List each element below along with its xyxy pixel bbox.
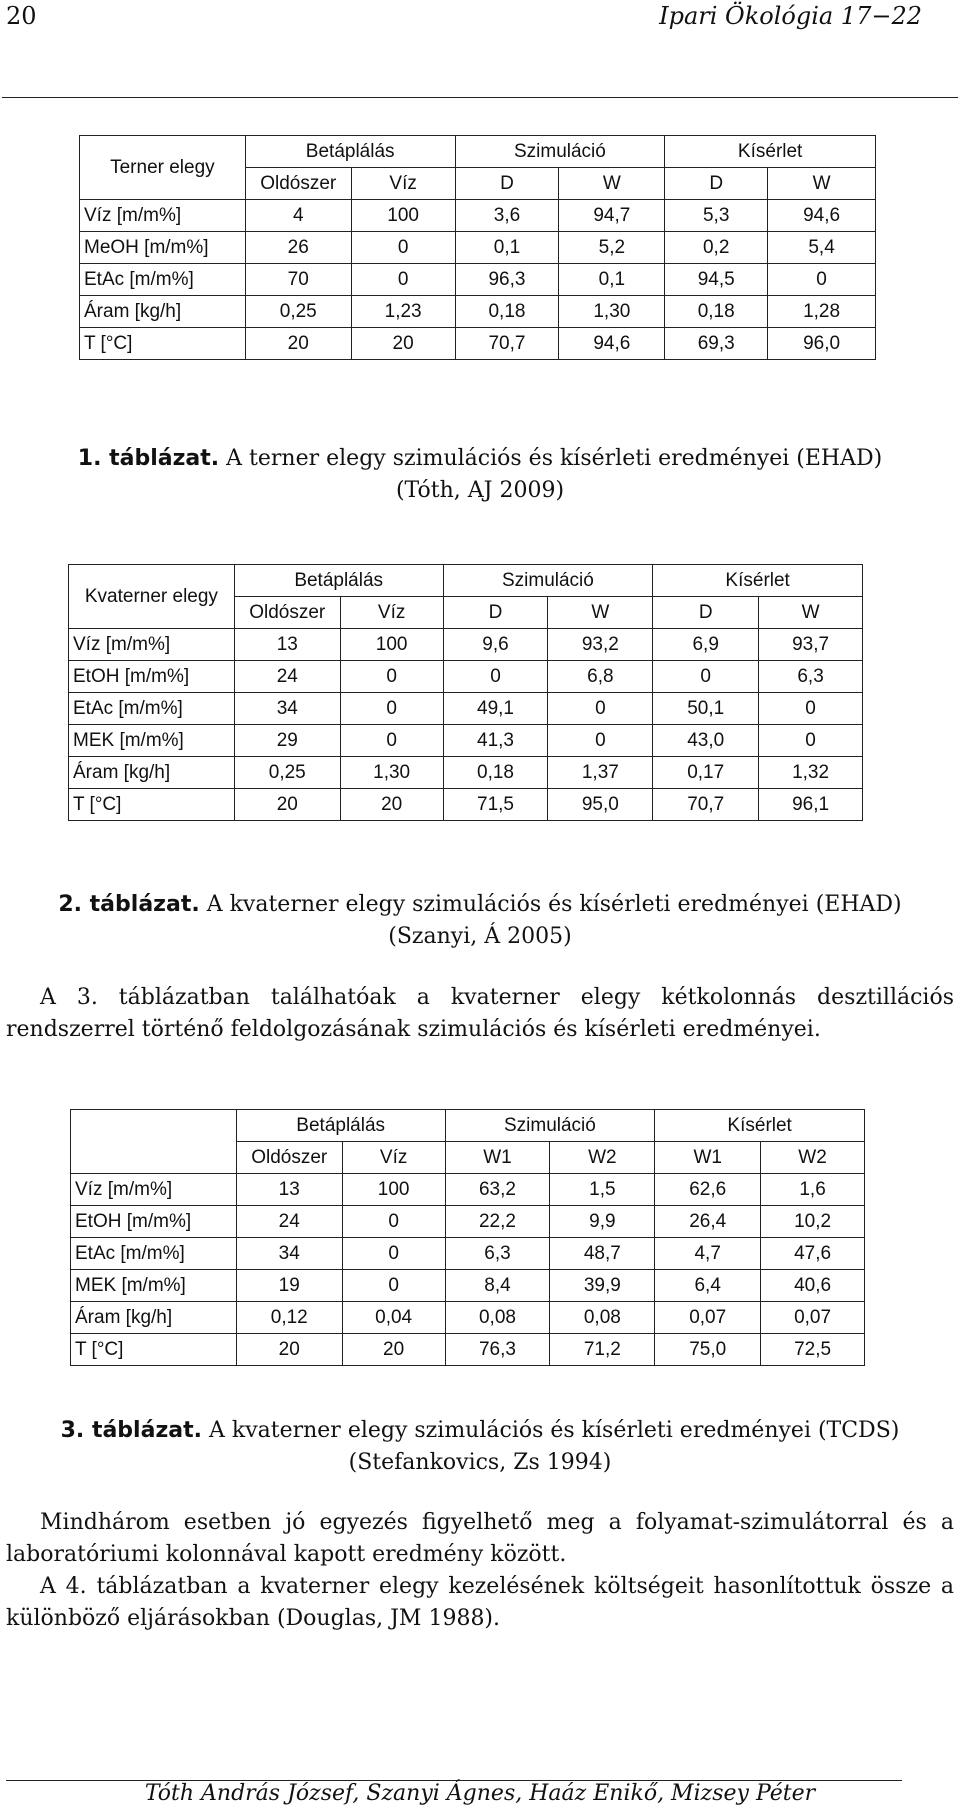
caption-line — [0, 443, 960, 475]
table-cell: 50,1 — [653, 693, 759, 725]
table-cell: 39,9 — [550, 1270, 655, 1302]
table-cell: 71,5 — [443, 789, 548, 821]
table-cell: 1,23 — [351, 296, 455, 328]
table-cell: 0,08 — [550, 1302, 655, 1334]
table-cell: 70 — [245, 264, 351, 296]
table-cell: 94,6 — [559, 328, 665, 360]
table-cell: 6,3 — [445, 1238, 550, 1270]
table-cell: 71,2 — [550, 1334, 655, 1366]
subheader: D — [443, 597, 548, 629]
table-cell: 10,2 — [761, 1206, 865, 1238]
table-cell: 20 — [342, 1334, 445, 1366]
table-cell: 0 — [342, 1270, 445, 1302]
subheader: Víz — [351, 168, 455, 200]
table-cell: 1,30 — [340, 757, 443, 789]
subheader: Víz — [340, 597, 443, 629]
journal-title: Ipari Ökológia 17−22 — [659, 2, 922, 30]
row-label: EtAc [m/m%] — [69, 693, 235, 725]
row-label: T [°C] — [80, 328, 246, 360]
caption-text: A kvaterner elegy szimulációs és kísérleti eredményei (TCDS) — [208, 1418, 900, 1443]
table-cell: 1,28 — [768, 296, 876, 328]
table-corner-label: Terner elegy — [80, 136, 246, 200]
paragraph-text: Mindhárom esetben jó egyezés figyelhető meg a folyamat-szimulátorral és a laboratóriumi kolonnával kapott eredmény között. — [6, 1510, 954, 1567]
table-cell: 62,6 — [655, 1174, 761, 1206]
row-label: Áram [kg/h] — [80, 296, 246, 328]
subheader: Oldószer — [245, 168, 351, 200]
table-cell: 3,6 — [455, 200, 559, 232]
row-label: EtOH [m/m%] — [71, 1206, 237, 1238]
group-header-experiment: Kísérlet — [665, 136, 876, 168]
table-cell: 0 — [340, 725, 443, 757]
table-cell: 0,07 — [761, 1302, 865, 1334]
table-row — [71, 1206, 865, 1238]
table-cell: 0,18 — [665, 296, 768, 328]
table-row — [69, 661, 863, 693]
body-paragraph — [6, 982, 954, 1046]
group-header-feed: Betáplálás — [234, 565, 443, 597]
table-cell: 0,17 — [653, 757, 759, 789]
table-cell: 0 — [548, 725, 653, 757]
table-cell: 96,0 — [768, 328, 876, 360]
table-cell: 95,0 — [548, 789, 653, 821]
body-text — [6, 1507, 954, 1635]
table-cell: 0 — [342, 1238, 445, 1270]
table-cell: 20 — [351, 328, 455, 360]
row-label: Áram [kg/h] — [71, 1302, 237, 1334]
row-label: T [°C] — [71, 1334, 237, 1366]
row-label: EtAc [m/m%] — [71, 1238, 237, 1270]
table-cell: 24 — [234, 661, 340, 693]
subheader: Víz — [342, 1142, 445, 1174]
table-cell: 100 — [351, 200, 455, 232]
table-cell: 49,1 — [443, 693, 548, 725]
table-row — [71, 1238, 865, 1270]
table-2-caption — [0, 889, 960, 953]
table-cell: 0 — [653, 661, 759, 693]
subheader: Oldószer — [236, 1142, 342, 1174]
table-row — [69, 725, 863, 757]
table-cell: 0,18 — [443, 757, 548, 789]
table-cell: 94,7 — [559, 200, 665, 232]
footer-authors: Tóth András József, Szanyi Ágnes, Haáz Enikő, Mizsey Péter — [144, 1781, 816, 1806]
table-cell: 13 — [236, 1174, 342, 1206]
table-cell: 93,2 — [548, 629, 653, 661]
caption-source: (Stefankovics, Zs 1994) — [348, 1450, 612, 1475]
table-cell: 72,5 — [761, 1334, 865, 1366]
table-cell: 0 — [759, 725, 863, 757]
table-cell: 96,1 — [759, 789, 863, 821]
table-cell: 100 — [342, 1174, 445, 1206]
subheader: Oldószer — [234, 597, 340, 629]
table-cell: 8,4 — [445, 1270, 550, 1302]
table-row — [80, 232, 876, 264]
group-header-simulation: Szimuláció — [445, 1110, 655, 1142]
table-cell: 6,8 — [548, 661, 653, 693]
table-cell: 0,08 — [445, 1302, 550, 1334]
table-cell: 96,3 — [455, 264, 559, 296]
table-2 — [68, 564, 863, 821]
subheader: W2 — [761, 1142, 865, 1174]
table-row — [71, 1334, 865, 1366]
paragraph-text: A 3. táblázatban találhatóak a kvaterner elegy kétkolonnás desztillációs rendszerrel történő feldolgozásának szimulációs és kísérleti eredményei. — [6, 985, 954, 1042]
table-cell: 0,1 — [455, 232, 559, 264]
caption-label: 3. táblázat. — [60, 1418, 202, 1443]
row-label: MeOH [m/m%] — [80, 232, 246, 264]
table-cell: 70,7 — [653, 789, 759, 821]
row-label: Víz [m/m%] — [80, 200, 246, 232]
row-label: T [°C] — [69, 789, 235, 821]
subheader: W1 — [445, 1142, 550, 1174]
subheader: D — [665, 168, 768, 200]
table-corner-label — [71, 1110, 237, 1174]
table-cell: 9,6 — [443, 629, 548, 661]
table-cell: 100 — [340, 629, 443, 661]
table-cell: 34 — [236, 1238, 342, 1270]
table-cell: 20 — [245, 328, 351, 360]
table-cell: 13 — [234, 629, 340, 661]
table-cell: 69,3 — [665, 328, 768, 360]
table-cell: 0,18 — [455, 296, 559, 328]
row-label: EtAc [m/m%] — [80, 264, 246, 296]
caption-source: (Szanyi, Á 2005) — [388, 924, 572, 949]
table-row — [71, 1174, 865, 1206]
caption-text: A terner elegy szimulációs és kísérleti eredményei (EHAD) — [226, 446, 883, 471]
table-cell: 0,04 — [342, 1302, 445, 1334]
header-divider — [2, 97, 958, 98]
table-cell: 5,2 — [559, 232, 665, 264]
table-cell: 6,3 — [759, 661, 863, 693]
table-cell: 1,5 — [550, 1174, 655, 1206]
row-label: Víz [m/m%] — [71, 1174, 237, 1206]
table-cell: 70,7 — [455, 328, 559, 360]
table-cell: 0 — [340, 661, 443, 693]
table-cell: 0 — [548, 693, 653, 725]
caption-line — [0, 1415, 960, 1447]
table-cell: 0 — [340, 693, 443, 725]
subheader: W1 — [655, 1142, 761, 1174]
table-row — [80, 200, 876, 232]
table-cell: 63,2 — [445, 1174, 550, 1206]
table-cell: 41,3 — [443, 725, 548, 757]
table-cell: 0 — [443, 661, 548, 693]
table-cell: 93,7 — [759, 629, 863, 661]
caption-label: 2. táblázat. — [58, 892, 200, 917]
table-cell: 26 — [245, 232, 351, 264]
subheader: W — [559, 168, 665, 200]
table-row — [69, 693, 863, 725]
table-cell: 20 — [236, 1334, 342, 1366]
table-cell: 5,3 — [665, 200, 768, 232]
table-cell: 1,6 — [761, 1174, 865, 1206]
subheader: W2 — [550, 1142, 655, 1174]
table-cell: 0,07 — [655, 1302, 761, 1334]
table-1 — [79, 135, 876, 360]
table-cell: 20 — [234, 789, 340, 821]
caption-label: 1. táblázat. — [77, 446, 220, 471]
table-cell: 4 — [245, 200, 351, 232]
group-header-simulation: Szimuláció — [443, 565, 653, 597]
table-cell: 0 — [342, 1206, 445, 1238]
paragraph-text: A 4. táblázatban a kvaterner elegy kezelésének költségeit hasonlítottuk össze a különböző eljárásokban (Douglas, JM 1988). — [6, 1574, 954, 1631]
table-cell: 9,9 — [550, 1206, 655, 1238]
table-1-caption — [0, 443, 960, 507]
table-row — [80, 296, 876, 328]
table-cell: 19 — [236, 1270, 342, 1302]
group-header-feed: Betáplálás — [236, 1110, 445, 1142]
table-cell: 34 — [234, 693, 340, 725]
table-corner-label: Kvaterner elegy — [69, 565, 235, 629]
subheader: W — [759, 597, 863, 629]
caption-source: (Tóth, AJ 2009) — [395, 478, 565, 503]
subheader: W — [548, 597, 653, 629]
table-row — [80, 328, 876, 360]
table-cell: 6,4 — [655, 1270, 761, 1302]
table-cell: 1,37 — [548, 757, 653, 789]
table-row — [71, 1270, 865, 1302]
group-header-experiment: Kísérlet — [653, 565, 863, 597]
row-label: EtOH [m/m%] — [69, 661, 235, 693]
table-cell: 4,7 — [655, 1238, 761, 1270]
table-cell: 0,12 — [236, 1302, 342, 1334]
table-row — [69, 789, 863, 821]
subheader: W — [768, 168, 876, 200]
table-cell: 26,4 — [655, 1206, 761, 1238]
table-cell: 0 — [351, 232, 455, 264]
table-cell: 0,25 — [234, 757, 340, 789]
table-3-caption — [0, 1415, 960, 1479]
group-header-experiment: Kísérlet — [655, 1110, 865, 1142]
table-cell: 94,6 — [768, 200, 876, 232]
table-row — [71, 1302, 865, 1334]
group-header-simulation: Szimuláció — [455, 136, 665, 168]
table-cell: 43,0 — [653, 725, 759, 757]
table-row — [80, 264, 876, 296]
table-cell: 75,0 — [655, 1334, 761, 1366]
table-2-body — [69, 629, 863, 821]
table-cell: 1,32 — [759, 757, 863, 789]
table-cell: 48,7 — [550, 1238, 655, 1270]
table-cell: 22,2 — [445, 1206, 550, 1238]
table-3 — [70, 1109, 865, 1366]
table-cell: 29 — [234, 725, 340, 757]
table-cell: 20 — [340, 789, 443, 821]
row-label: Víz [m/m%] — [69, 629, 235, 661]
table-row — [69, 629, 863, 661]
subheader: D — [455, 168, 559, 200]
table-cell: 0 — [351, 264, 455, 296]
table-cell: 40,6 — [761, 1270, 865, 1302]
group-header-feed: Betáplálás — [245, 136, 455, 168]
table-cell: 5,4 — [768, 232, 876, 264]
row-label: MEK [m/m%] — [69, 725, 235, 757]
row-label: Áram [kg/h] — [69, 757, 235, 789]
caption-text: A kvaterner elegy szimulációs és kísérleti eredményei (EHAD) — [206, 892, 902, 917]
table-cell: 47,6 — [761, 1238, 865, 1270]
subheader: D — [653, 597, 759, 629]
table-cell: 0 — [759, 693, 863, 725]
row-label: MEK [m/m%] — [71, 1270, 237, 1302]
table-1-body — [80, 200, 876, 360]
table-cell: 24 — [236, 1206, 342, 1238]
table-cell: 0 — [768, 264, 876, 296]
page-number: 20 — [6, 2, 37, 30]
table-row — [69, 757, 863, 789]
table-cell: 1,30 — [559, 296, 665, 328]
table-3-body — [71, 1174, 865, 1366]
table-cell: 0,1 — [559, 264, 665, 296]
table-cell: 94,5 — [665, 264, 768, 296]
table-cell: 6,9 — [653, 629, 759, 661]
table-cell: 0,25 — [245, 296, 351, 328]
table-cell: 0,2 — [665, 232, 768, 264]
caption-line — [0, 889, 960, 921]
table-cell: 76,3 — [445, 1334, 550, 1366]
